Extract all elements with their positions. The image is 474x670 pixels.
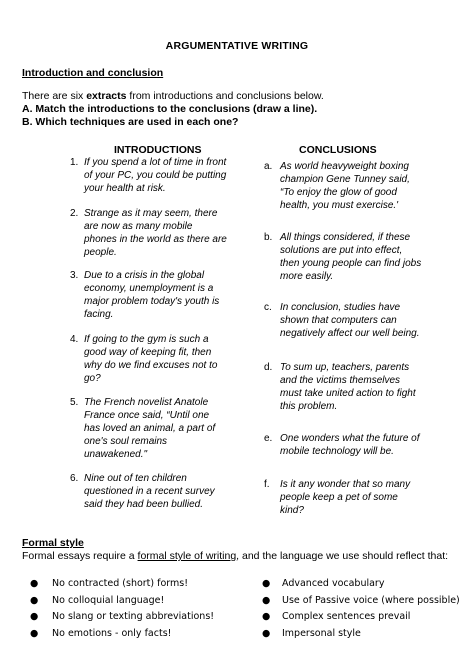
conclusion-item-letter: b. [264, 232, 273, 243]
bullet-item: ● No slang or texting abbreviations! [30, 609, 250, 626]
conclusion-item-letter: d. [264, 362, 273, 373]
conclusion-item-letter: a. [264, 161, 273, 172]
bullet-item: ● No contracted (short) forms! [30, 576, 250, 593]
bullet-icon: ● [262, 611, 271, 622]
bullet-icon: ● [30, 611, 39, 622]
instructions-bold: extracts [86, 90, 127, 102]
intro-item-num: 2. [70, 208, 79, 219]
conclusion-item-letter: e. [264, 433, 273, 444]
formal-line-pre: Formal essays require a [22, 550, 138, 562]
introductions-heading: INTRODUCTIONS [114, 144, 202, 156]
intro-item-num: 3. [70, 270, 79, 281]
bullet-icon: ● [262, 578, 271, 589]
intro-item-num: 1. [70, 157, 79, 168]
conclusion-item-letter: c. [264, 302, 272, 313]
bullet-icon: ● [30, 578, 39, 589]
bullet-icon: ● [30, 627, 39, 639]
bullet-item: ● Use of Passive voice (where possible) [262, 593, 472, 610]
conclusions-list: a. As world heavyweight boxing champion Gene Tunney said, “To enjoy the glow of good health, you must exercise.' b. All things considered, if these solutions are put into effect, then young people can find jobs more easily. c. In conclusion, studies have shown that computers can negatively affect our well being. d. To sum up, teachers, parents and the victims themselves must take united action to fight this problem. e. One wonders what the future of mobile technology will be. f. Is it any wonder that so many people keep a pet of some kind? [264, 161, 422, 516]
bullet-item: ● Advanced vocabulary [262, 576, 472, 593]
section-heading-formal: Formal style [22, 537, 84, 549]
bullets-left [30, 576, 250, 642]
task-a: A. Match the introductions to the conclusions (draw a line). [22, 103, 318, 115]
bullet-item: ● Complex sentences prevail [262, 609, 472, 626]
intro-item-num: 5. [70, 397, 79, 408]
formal-style-line [22, 550, 448, 564]
instructions-post: from introductions and conclusions below. [126, 90, 324, 102]
formal-line-post: , and the language we use should reflect that: [236, 550, 449, 562]
intro-item-num: 4. [70, 334, 79, 345]
task-b: B. Which techniques are used in each one? [22, 116, 239, 128]
instructions-line [22, 90, 324, 104]
bullet-icon: ● [262, 594, 271, 606]
formal-style-link[interactable]: formal style of writing [137, 550, 237, 562]
introductions-list: 1. If you spend a lot of time in front of your PC, you could be putting your health at risk. 2. Strange as it may seem, there are now as many mobile phones in the world as there are people. 3. Due to a crisis in the global economy, unemployment is a major problem today's youth is facing. 4. If going to the gym is such a good way of keeping fit, then why do we find excuses not to go? 5. The French novelist Anatole France once said, “Until one has loved an animal, a part of one's soul remains unawakened." 6. Nine out of ten children questioned in a recent survey said they had been bullied. [70, 157, 227, 510]
bullet-item: ● No colloquial language! [30, 593, 250, 610]
bullets-right [262, 576, 472, 642]
page-title: ARGUMENTATIVE WRITING [165, 40, 309, 52]
bullet-item: ● Impersonal style [262, 626, 472, 643]
intro-item-num: 6. [70, 473, 79, 484]
bullet-icon: ● [262, 627, 271, 639]
bullet-icon: ● [30, 594, 39, 606]
instructions-pre: There are six [22, 90, 87, 102]
conclusion-item-letter: f. [264, 479, 270, 490]
bullet-item: ● No emotions - only facts! [30, 626, 250, 643]
section-heading-intro: Introduction and conclusion [22, 67, 164, 79]
conclusions-heading: CONCLUSIONS [299, 144, 377, 156]
